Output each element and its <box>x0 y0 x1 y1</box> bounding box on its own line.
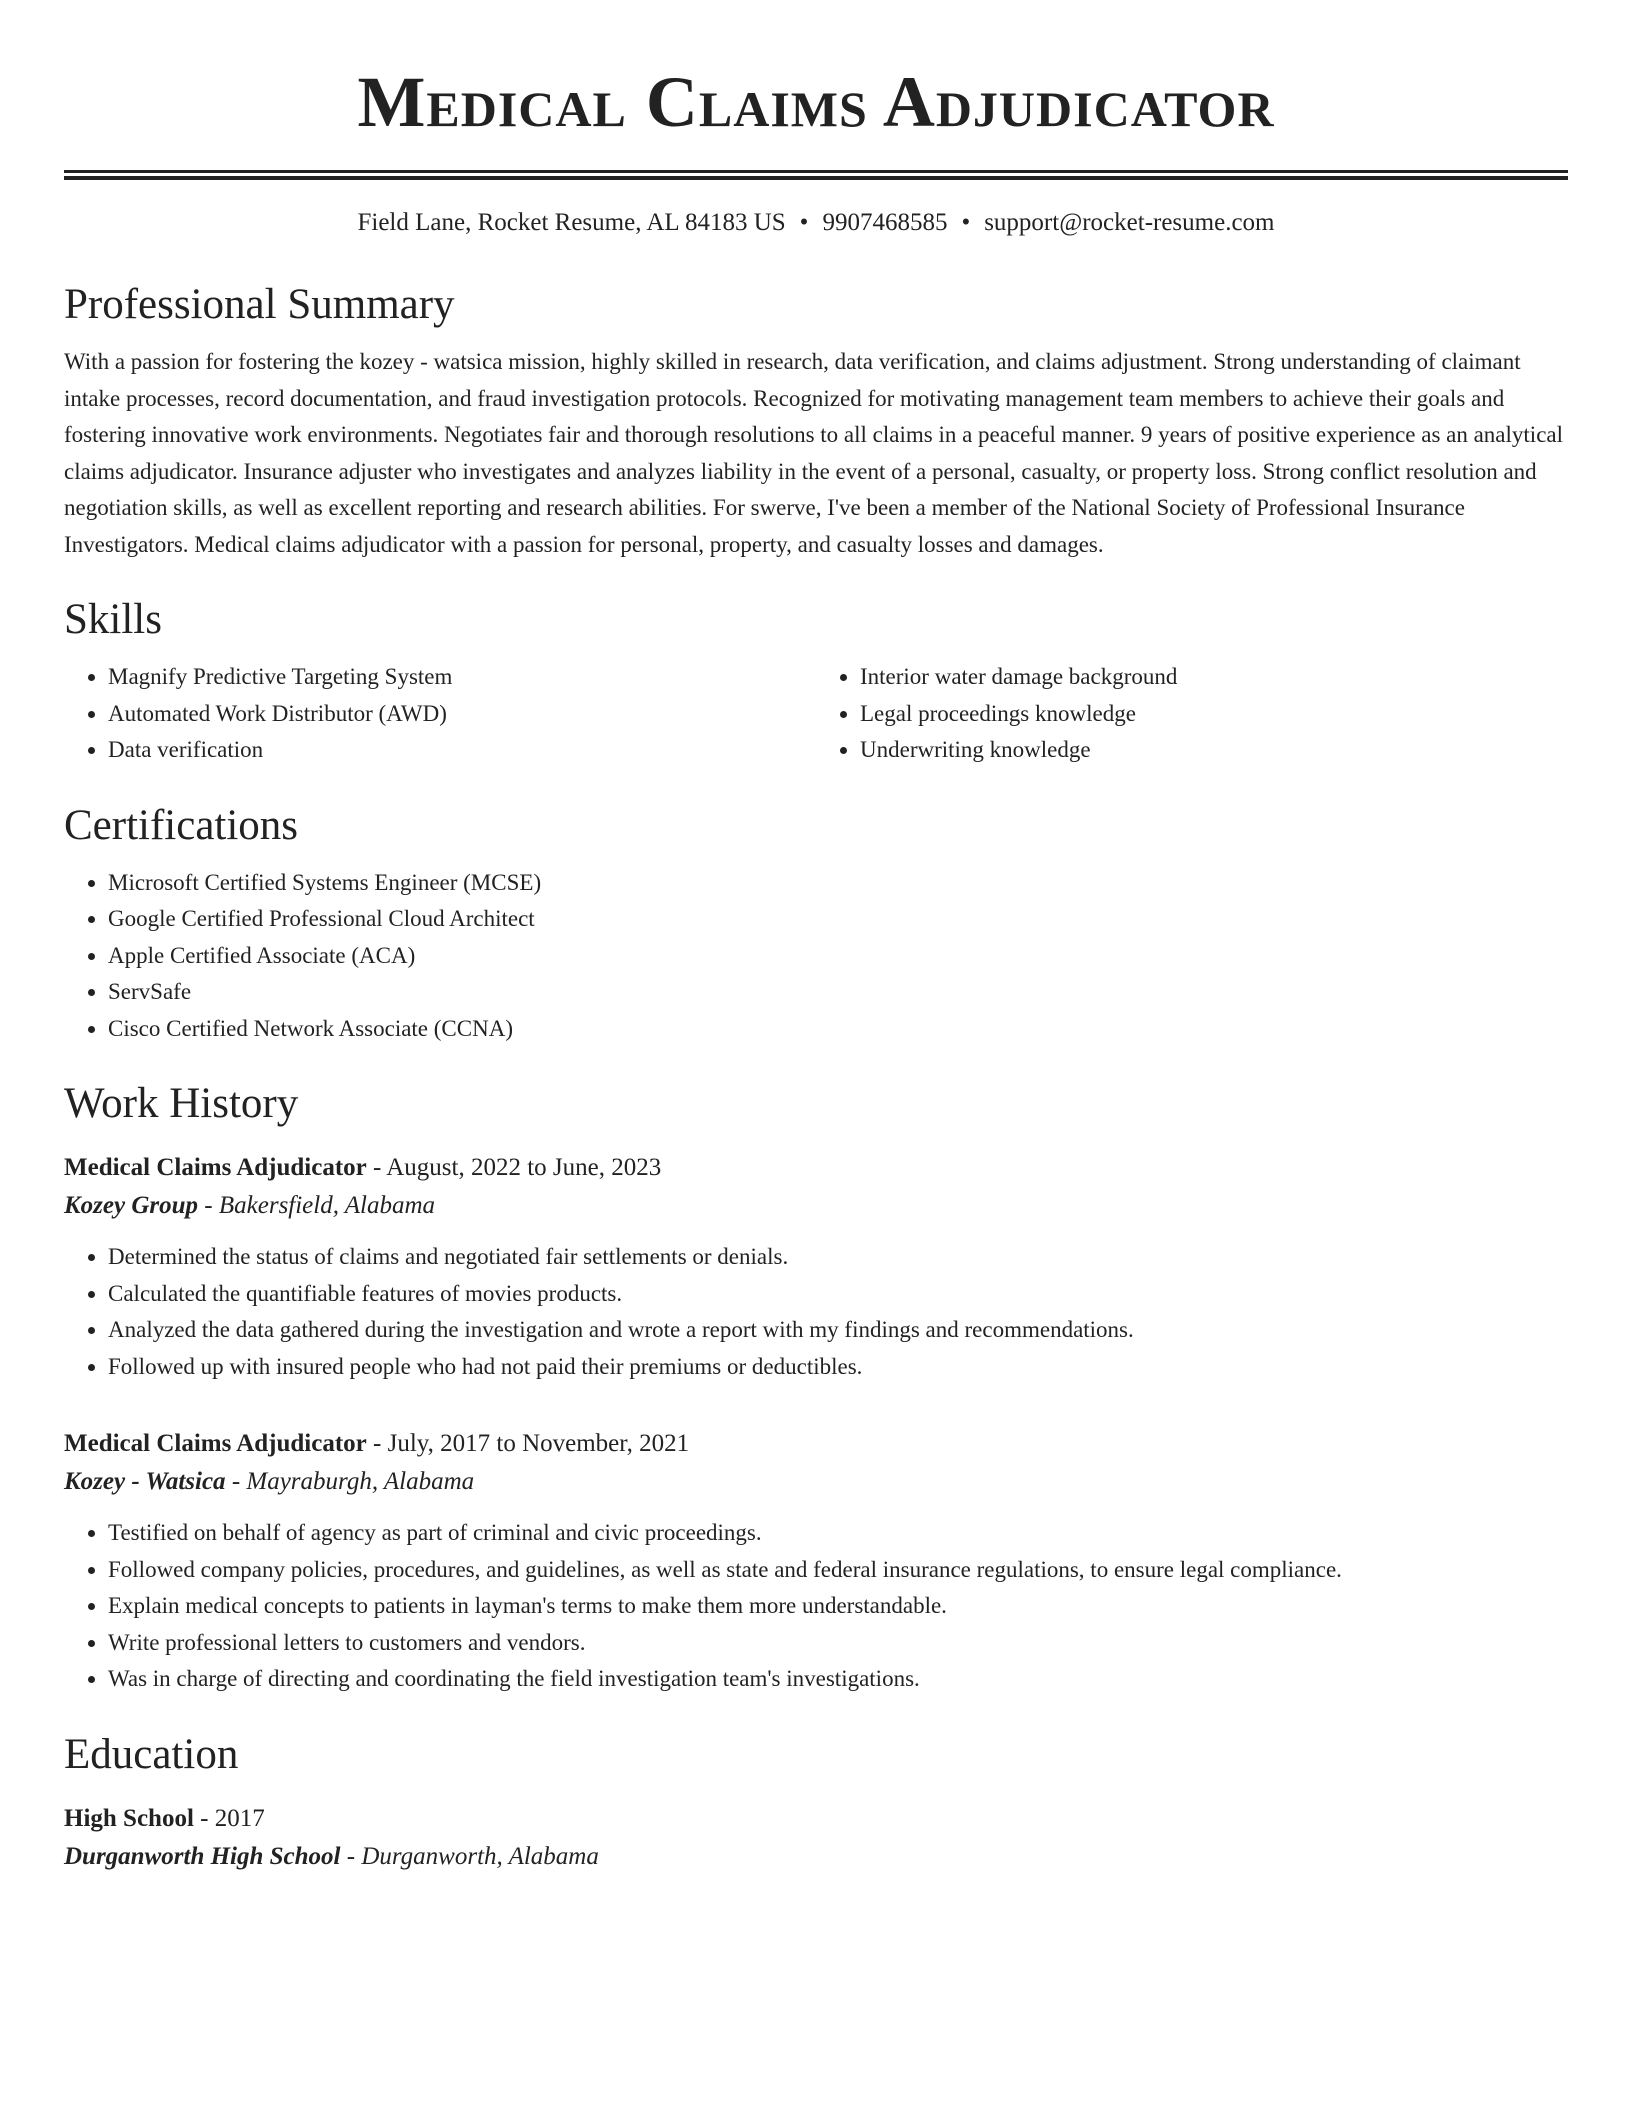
contact-line <box>64 206 1568 240</box>
education-heading: Education <box>64 1730 239 1778</box>
job-entry <box>64 1425 1568 1698</box>
job-entry <box>64 1149 1568 1385</box>
skill-item: • Automated Work Distributor (AWD) <box>108 696 816 733</box>
skill-item: • Interior water damage background <box>860 659 1568 696</box>
job-company-line <box>64 1463 1568 1501</box>
certification-item: • Apple Certified Associate (ACA) <box>108 938 1568 975</box>
skill-item: • Data verification <box>108 732 816 769</box>
summary-section <box>64 278 1568 563</box>
education-year: - 2017 <box>193 1804 265 1832</box>
job-duty-item: • Determined the status of claims and negotiated fair settlements or denials. <box>108 1239 1568 1276</box>
job-title-line <box>64 1149 1568 1187</box>
job-dates: - August, 2022 to June, 2023 <box>366 1154 662 1181</box>
contact-phone: 9907468585 <box>822 209 948 236</box>
skill-item: • Underwriting knowledge <box>860 732 1568 769</box>
job-duties-list <box>64 1515 1568 1698</box>
skills-columns <box>64 659 1568 769</box>
work-history-heading: Work History <box>64 1080 299 1127</box>
certifications-section <box>64 799 1568 1048</box>
contact-email: support@rocket-resume.com <box>984 209 1275 236</box>
certification-item: • Google Certified Professional Cloud Architect <box>108 901 1568 938</box>
education-entry <box>64 1800 1568 1876</box>
job-duty-item: • Explain medical concepts to patients in layman's terms to make them more understandable. <box>108 1588 1568 1625</box>
summary-text: With a passion for fostering the kozey - watsica mission, highly skilled in research, data verification, and claims adjustment. Strong understanding of claimant intake processes, record documentation, and fraud investigation protocols. Recognized for motivating management team members to achieve their goals and fostering innovative work environments. Negotiates fair and thorough resolutions to all claims in a peaceful manner. 9 years of positive experience as an analytical claims adjudicator. Insurance adjuster who investigates and analyzes liability in the event of a personal, casualty, or property loss. Strong conflict resolution and negotiation skills, as well as excellent reporting and research abilities. For swerve, I've been a member of the National Society of Professional Insurance Investigators. Medical claims adjudicator with a passion for personal, property, and casualty losses and damages. <box>64 349 1563 557</box>
job-duty-item: • Followed up with insured people who had not paid their premiums or deductibles. <box>108 1349 1568 1386</box>
header-divider <box>64 170 1568 180</box>
certifications-heading: Certifications <box>64 801 299 849</box>
candidate-name: Medical Claims Adjudicator <box>357 62 1275 142</box>
summary-heading: Professional Summary <box>64 281 455 328</box>
job-duty-item: • Followed company policies, procedures, and guidelines, as well as state and federal insurance regulations, to ensure legal compliance. <box>108 1552 1568 1589</box>
skills-heading: Skills <box>64 596 162 643</box>
education-school-line <box>64 1838 1568 1876</box>
job-company: Kozey - Watsica <box>64 1468 226 1495</box>
education-degree-line <box>64 1800 1568 1838</box>
education-school: Durganworth High School <box>64 1842 341 1870</box>
job-title: Medical Claims Adjudicator <box>64 1430 367 1457</box>
contact-separator: • <box>799 209 809 236</box>
work-history-section <box>64 1077 1568 1698</box>
job-title-line <box>64 1425 1568 1463</box>
certification-item: • Microsoft Certified Systems Engineer (MCSE) <box>108 865 1568 902</box>
job-duty-item: • Analyzed the data gathered during the investigation and wrote a report with my findings and recommendations. <box>108 1312 1568 1349</box>
skills-list-right <box>816 659 1568 769</box>
skills-list-left <box>64 659 816 769</box>
skill-item: • Legal proceedings knowledge <box>860 696 1568 733</box>
education-location: - Durganworth, Alabama <box>340 1842 599 1870</box>
job-dates: - July, 2017 to November, 2021 <box>366 1430 690 1457</box>
job-duty-item: • Write professional letters to customers and vendors. <box>108 1625 1568 1662</box>
job-company: Kozey Group <box>64 1192 199 1219</box>
certification-item: • ServSafe <box>108 974 1568 1011</box>
job-location: - Mayraburgh, Alabama <box>225 1468 475 1495</box>
education-degree: High School <box>64 1804 194 1832</box>
certification-item: • Cisco Certified Network Associate (CCNA) <box>108 1011 1568 1048</box>
education-section <box>64 1728 1568 1876</box>
job-company-line <box>64 1187 1568 1225</box>
skill-item: • Magnify Predictive Targeting System <box>108 659 816 696</box>
skills-section <box>64 593 1568 769</box>
job-location: - Bakersfield, Alabama <box>198 1192 436 1219</box>
job-duties-list <box>64 1239 1568 1385</box>
job-title: Medical Claims Adjudicator <box>64 1154 367 1181</box>
job-duty-item: • Calculated the quantifiable features of movies products. <box>108 1276 1568 1313</box>
job-duty-item: • Testified on behalf of agency as part of criminal and civic proceedings. <box>108 1515 1568 1552</box>
certifications-list <box>64 865 1568 1048</box>
contact-address: Field Lane, Rocket Resume, AL 84183 US <box>357 209 786 236</box>
job-duty-item: • Was in charge of directing and coordinating the field investigation team's investigations. <box>108 1661 1568 1698</box>
contact-separator: • <box>961 209 971 236</box>
